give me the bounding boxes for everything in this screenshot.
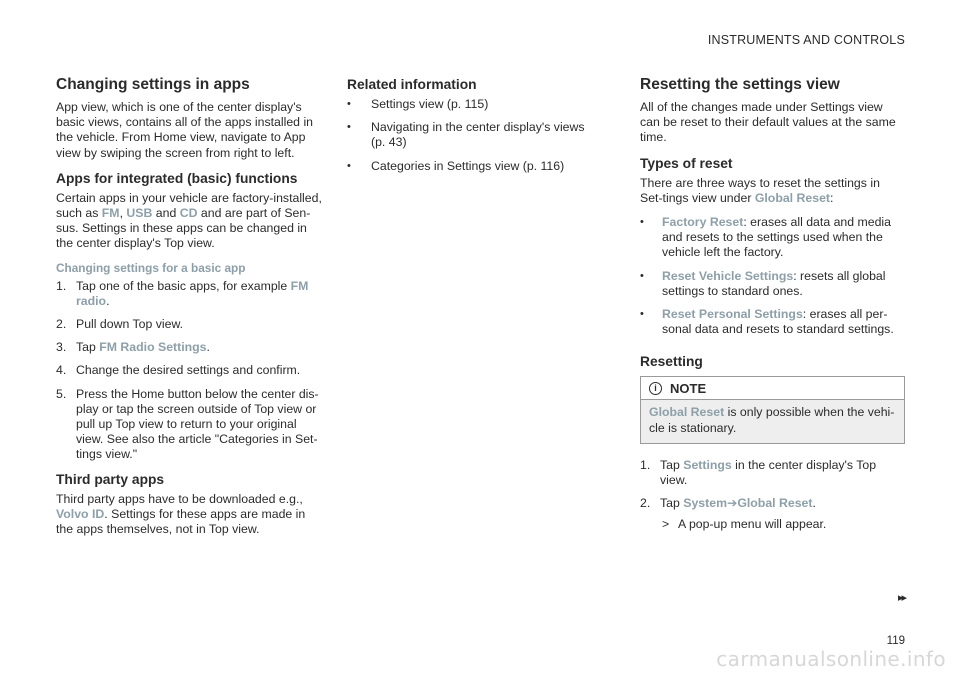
step-text: Change the desired settings and confirm. xyxy=(76,363,301,378)
note-text: is only possible when the vehi-cle is stationary. xyxy=(649,405,895,435)
list-item xyxy=(56,387,324,463)
step-text: Tap one of the basic apps, for example xyxy=(76,278,291,293)
integrated-comma: , xyxy=(119,206,127,221)
step-text: Tap xyxy=(76,340,100,355)
list-item xyxy=(640,496,905,511)
integrated-paragraph xyxy=(56,191,324,252)
related-link-settings-view[interactable]: Settings view (p. 115) xyxy=(371,97,489,111)
heading-integrated-apps: Apps for integrated (basic) functions xyxy=(56,170,298,186)
step-end: . xyxy=(106,293,110,308)
watermark: carmanualsonline.info xyxy=(716,647,946,671)
column-related-information xyxy=(347,76,587,182)
reset-types-list xyxy=(640,215,905,337)
list-item xyxy=(640,269,905,299)
integrated-and: and xyxy=(152,206,180,221)
arrow-right-icon: ➔ xyxy=(727,496,738,511)
integrated-text-b: and are part of Sen-sus. Settings in these apps can be changed in the center display's Top view. xyxy=(56,206,311,251)
bullet: • xyxy=(640,216,644,229)
types-text-a: There are three ways to reset the settings in Set-tings view under xyxy=(640,175,880,205)
step-text: Pull down Top view. xyxy=(76,317,184,332)
bullet: • xyxy=(640,308,644,321)
settings-link: Settings xyxy=(683,457,732,472)
reset-personal-settings-label: Reset Personal Settings xyxy=(662,307,803,322)
result-marker: > xyxy=(662,517,670,532)
note-global-reset-link: Global Reset xyxy=(649,405,725,420)
third-text-a: Third party apps have to be downloaded e.g., xyxy=(56,491,303,506)
related-links-list xyxy=(347,97,587,174)
info-circle-icon: i xyxy=(649,382,662,395)
factory-reset-label: Factory Reset xyxy=(662,215,744,230)
global-reset-step-link: Global Reset xyxy=(737,496,813,511)
list-item xyxy=(56,363,324,378)
heading-basic-app: Changing settings for a basic app xyxy=(56,260,246,275)
step-end: . xyxy=(206,340,210,355)
step-number: 2. xyxy=(56,317,67,332)
result-text: A pop-up menu will appear. xyxy=(678,517,827,532)
third-text-b: . Settings for these apps are made in the apps themselves, not in Top view. xyxy=(56,506,306,537)
fm-radio-settings-link: FM Radio Settings xyxy=(99,340,207,355)
reset-vehicle-settings-text: : resets all global settings to standard ones. xyxy=(662,268,886,298)
list-item xyxy=(56,279,324,309)
page-number: 119 xyxy=(886,635,905,647)
bullet: • xyxy=(347,121,351,134)
basic-app-steps xyxy=(56,279,324,463)
spacer xyxy=(640,345,905,353)
step-number: 1. xyxy=(640,457,651,472)
global-reset-link: Global Reset xyxy=(754,190,830,205)
section-header: INSTRUMENTS AND CONTROLS xyxy=(707,33,905,47)
list-item xyxy=(640,307,905,337)
column-resetting-settings xyxy=(640,76,905,533)
related-link-navigating-views[interactable]: Navigating in the center display's views (p. 43) xyxy=(371,120,585,150)
fm-link: FM xyxy=(101,206,120,221)
related-link-categories[interactable]: Categories in Settings view (p. 116) xyxy=(371,158,565,173)
intro-paragraph: App view, which is one of the center display's basic views, contains all of the apps installed in the vehicle. From Home view, navigate to App view by swiping the screen from right to left. xyxy=(56,100,314,160)
step-number: 4. xyxy=(56,363,67,378)
step-text: Tap xyxy=(660,457,684,472)
list-item xyxy=(640,458,905,488)
list-item[interactable] xyxy=(347,120,587,150)
factory-reset-text: : erases all data and media and resets to the settings used when the vehicle left the factory. xyxy=(662,215,891,260)
step-number: 2. xyxy=(640,496,651,511)
column-changing-settings xyxy=(56,76,324,546)
note-body xyxy=(641,400,904,442)
double-chevron-right-icon: ▸▸ xyxy=(897,592,905,604)
list-item[interactable] xyxy=(347,97,587,112)
heading-changing-settings: Changing settings in apps xyxy=(56,76,250,93)
integrated-text-a: Certain apps in your vehicle are factory-installed, such as xyxy=(56,190,322,221)
reset-vehicle-settings-label: Reset Vehicle Settings xyxy=(662,268,794,283)
heading-resetting-settings: Resetting the settings view xyxy=(640,76,840,93)
reset-steps xyxy=(640,458,905,512)
fm-radio-link: FM radio xyxy=(76,278,309,308)
reset-personal-settings-text: : erases all per-sonal data and resets to standard settings. xyxy=(662,307,894,337)
note-box xyxy=(640,376,905,443)
step-result xyxy=(640,517,905,532)
bullet: • xyxy=(640,269,644,282)
step-text: Tap xyxy=(660,496,684,511)
list-item xyxy=(640,215,905,261)
cd-link: CD xyxy=(179,206,198,221)
types-paragraph xyxy=(640,176,905,206)
step-number: 3. xyxy=(56,340,67,355)
step-number: 1. xyxy=(56,278,67,293)
list-item xyxy=(56,340,324,355)
volvo-id-link: Volvo ID xyxy=(56,506,105,521)
heading-resetting: Resetting xyxy=(640,354,703,370)
heading-types-of-reset: Types of reset xyxy=(640,155,733,171)
step-end: in the center display's Top view. xyxy=(660,457,877,488)
reset-intro-paragraph: All of the changes made under Settings view can be reset to their default values at the same time. xyxy=(640,100,896,145)
note-header xyxy=(641,377,904,400)
step-number: 5. xyxy=(56,386,67,401)
list-item xyxy=(56,317,324,332)
types-text-b: : xyxy=(830,190,834,205)
step-text: Press the Home button below the center dis-play or tap the screen outside of Top view or pull up Top view to return to your original view. See also the article "Categories in Set-tings view." xyxy=(76,386,319,462)
third-party-paragraph xyxy=(56,492,324,538)
step-end: . xyxy=(812,496,816,511)
list-item[interactable] xyxy=(347,159,587,174)
bullet: • xyxy=(347,98,351,110)
usb-link: USB xyxy=(126,206,153,221)
system-link: System xyxy=(683,496,727,511)
note-label: NOTE xyxy=(670,380,707,396)
heading-related-information: Related information xyxy=(347,77,477,92)
heading-third-party-apps: Third party apps xyxy=(56,471,165,487)
bullet: • xyxy=(347,159,351,172)
